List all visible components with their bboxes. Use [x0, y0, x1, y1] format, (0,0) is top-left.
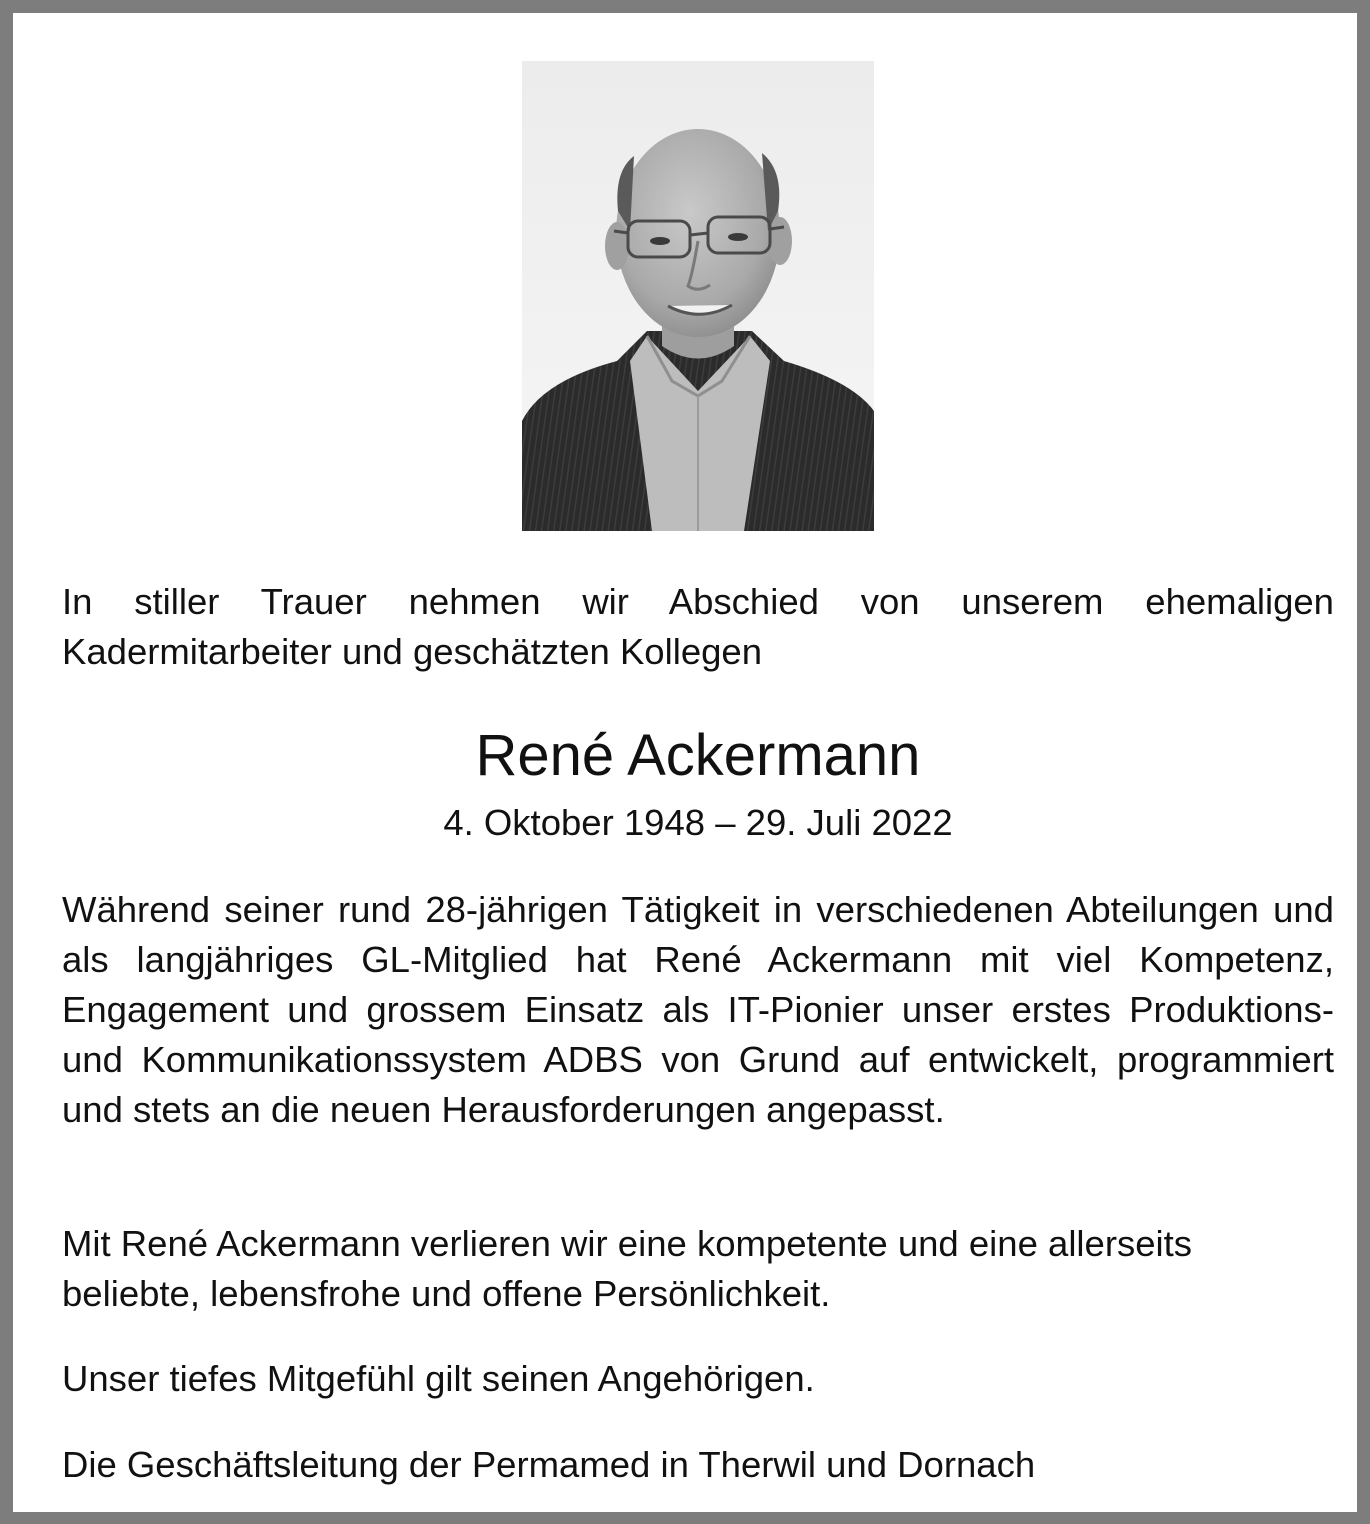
tribute-paragraph: Mit René Ackermann verlieren wir eine kompetente und eine allerseits beliebte, lebensfrohe und offene Persönlichkeit. — [62, 1223, 1193, 1314]
condolence-text: Unser tiefes Mitgefühl gilt seinen Angehörigen. — [62, 1358, 815, 1399]
tribute-paragraph: Während seiner rund 28-jährigen Tätigkeit in verschiedenen Abteilungen und als langjähriges GL-Mitglied hat René Ackermann mit viel Kompetenz, Engagement und grossem Einsatz als IT-Pionier unser erstes Produktions- und Kommunikationssystem ADBS von Grund auf entwickelt, programmiert und stets an die neuen Herausforderungen angepasst. — [62, 889, 1334, 1130]
signature-line: Die Geschäftsleitung der Permamed in Therwil und Dornach — [62, 1444, 1036, 1485]
life-dates: 4. Oktober 1948 – 29. Juli 2022 — [443, 802, 953, 843]
portrait-photo — [522, 61, 874, 531]
intro-text: In stiller Trauer nehmen wir Abschied von unserem ehemaligen Kadermitarbeiter und geschätzten Kollegen — [62, 581, 1334, 672]
deceased-name: René Ackermann — [475, 723, 921, 788]
